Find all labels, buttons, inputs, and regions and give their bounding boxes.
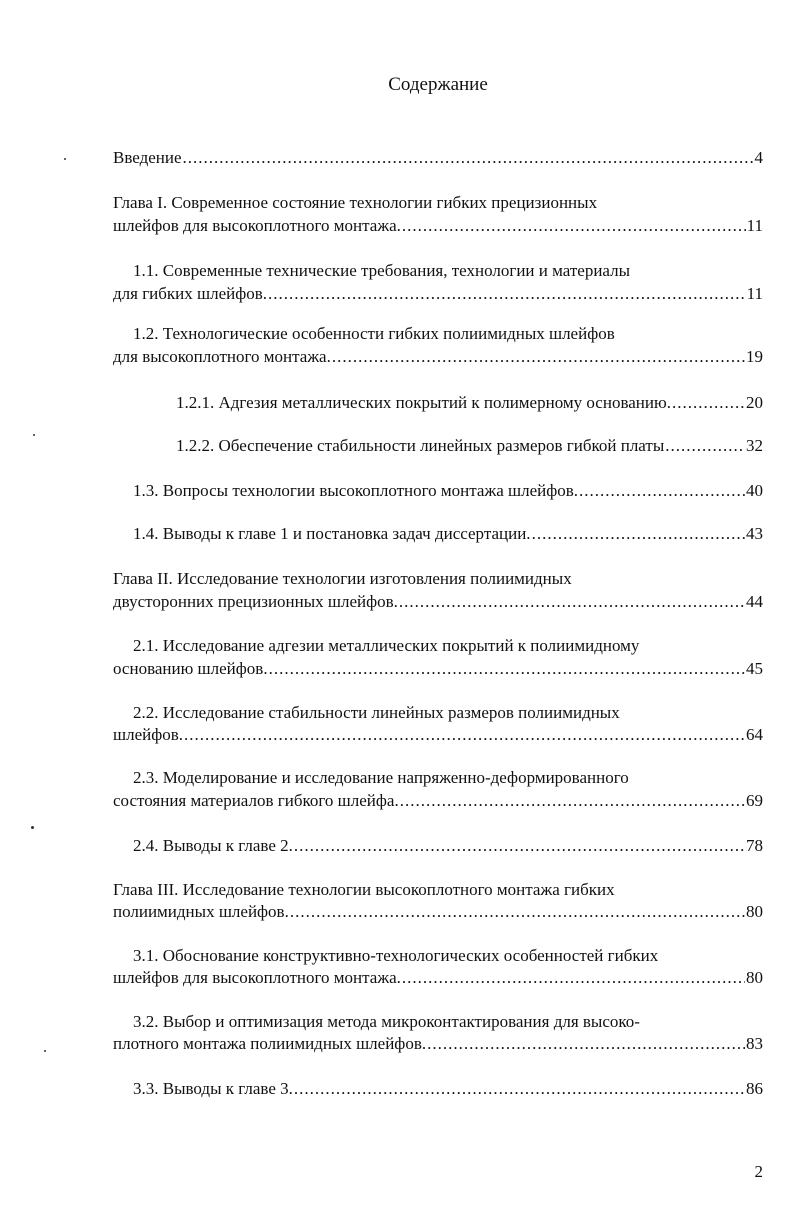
toc-entry-text: полиимидных шлейфов. xyxy=(113,902,289,921)
toc-entry-title-line: 3.1. Обоснование конструктивно-технологических особенностей гибких xyxy=(133,946,659,965)
toc-leader xyxy=(402,966,745,990)
toc-page-number: 11 xyxy=(746,216,763,235)
toc-entry-text: для гибких шлейфов. xyxy=(113,284,268,303)
toc-entry-title-line: Глава I. Современное состояние технологии гибких прецизионных xyxy=(113,193,598,212)
toc-page-number: 80 xyxy=(746,902,763,921)
toc-entry-section-1-1 xyxy=(113,282,763,306)
toc-page-number: 86 xyxy=(746,1079,763,1098)
toc-entry-text: шлейфов. xyxy=(113,725,184,744)
toc-page-number: 78 xyxy=(746,836,763,855)
toc-page-number: 64 xyxy=(746,725,763,744)
toc-entry-chapter-1 xyxy=(113,214,763,238)
page-number: 2 xyxy=(754,1162,763,1181)
toc-entry-title-line: Глава II. Исследование технологии изготовления полиимидных xyxy=(113,569,572,588)
toc-leader xyxy=(269,657,745,681)
toc-leader xyxy=(184,723,745,747)
toc-entry-section-2-4 xyxy=(133,834,763,858)
toc-entry-section-3-1 xyxy=(113,966,763,990)
toc-leader xyxy=(268,282,746,306)
scan-speck xyxy=(33,434,35,436)
toc-entry-chapter-2 xyxy=(113,590,763,614)
toc-entry-section-2-2 xyxy=(113,723,763,747)
toc-leader xyxy=(665,434,745,458)
toc-entry-title-line: 2.1. Исследование адгезии металлических покрытий к полиимидному xyxy=(133,636,640,655)
toc-page-number: 11 xyxy=(746,284,763,303)
toc-entry-text: 1.2.1. Адгезия металлических покрытий к полимерному основанию. xyxy=(176,393,671,412)
toc-entry-title-line: Глава III. Исследование технологии высокоплотного монтажа гибких xyxy=(113,880,615,899)
toc-leader xyxy=(400,789,745,813)
toc-page-number: 69 xyxy=(746,791,763,810)
toc-entry-title-line: 2.2. Исследование стабильности линейных размеров полиимидных xyxy=(133,703,620,722)
toc-entry-text: шлейфов для высокоплотного монтажа. xyxy=(113,968,401,987)
toc-leader xyxy=(332,345,745,369)
toc-page-number: 45 xyxy=(746,659,763,678)
toc-leader xyxy=(294,1077,745,1101)
toc-entry-chapter-3 xyxy=(113,900,763,924)
toc-entry-text: 1.2.2. Обеспечение стабильности линейных размеров гибкой платы xyxy=(176,436,665,455)
toc-leader xyxy=(290,900,745,924)
toc-entry-text: двусторонних прецизионных шлейфов. xyxy=(113,592,398,611)
toc-entry-section-1-2-2 xyxy=(176,434,763,458)
toc-entry-text: Введение xyxy=(113,148,182,167)
toc-page-number: 32 xyxy=(746,436,763,455)
toc-page-number: 19 xyxy=(746,347,763,366)
scan-speck xyxy=(31,826,34,829)
toc-entry-text: 1.4. Выводы к главе 1 и постановка задач диссертации. xyxy=(133,524,531,543)
toc-entry-text: 3.3. Выводы к главе 3. xyxy=(133,1079,293,1098)
toc-entry-title-line: 1.2. Технологические особенности гибких полиимидных шлейфов xyxy=(133,324,615,343)
toc-entry-text: 1.3. Вопросы технологии высокоплотного монтажа шлейфов. xyxy=(133,481,579,500)
toc-entry-text: основанию шлейфов. xyxy=(113,659,268,678)
toc-entry-section-1-2-1 xyxy=(176,391,763,415)
toc-entry-text: шлейфов для высокоплотного монтажа. xyxy=(113,216,401,235)
toc-entry-section-1-3 xyxy=(133,479,763,503)
scan-speck xyxy=(44,1050,46,1052)
toc-entry-title-line: 3.2. Выбор и оптимизация метода микроконтактирования для высоко- xyxy=(133,1012,640,1031)
toc-leader xyxy=(427,1032,745,1056)
toc-leader xyxy=(672,391,745,415)
toc-leader xyxy=(579,479,745,503)
toc-page-number: 40 xyxy=(746,481,763,500)
toc-entry-title-line: 2.3. Моделирование и исследование напряженно-деформированного xyxy=(133,768,629,787)
toc-page-number: 44 xyxy=(746,592,763,611)
toc-leader xyxy=(532,522,745,546)
toc-page-number: 20 xyxy=(746,393,763,412)
toc-leader xyxy=(294,834,745,858)
toc-entry-title-line: 1.1. Современные технические требования, технологии и материалы xyxy=(133,261,631,280)
toc-entry-section-2-1 xyxy=(113,657,763,681)
toc-entry-section-2-3 xyxy=(113,789,763,813)
toc-leader xyxy=(399,590,745,614)
toc-entry-section-1-4 xyxy=(133,522,763,546)
toc-page-number: 43 xyxy=(746,524,763,543)
toc-entry-section-1-2 xyxy=(113,345,763,369)
toc-leader xyxy=(402,214,746,238)
scan-speck xyxy=(64,158,66,160)
toc-leader xyxy=(183,146,754,170)
toc-entry-introduction xyxy=(113,146,763,170)
page-title: Содержание xyxy=(388,74,488,95)
toc-entry-text: состояния материалов гибкого шлейфа. xyxy=(113,791,399,810)
toc-page-number: 80 xyxy=(746,968,763,987)
toc-entry-text: 2.4. Выводы к главе 2. xyxy=(133,836,293,855)
toc-page-number: 4 xyxy=(754,148,763,167)
toc-entry-section-3-3 xyxy=(133,1077,763,1101)
toc-page-number: 83 xyxy=(746,1034,763,1053)
toc-entry-section-3-2 xyxy=(113,1032,763,1056)
toc-entry-text: плотного монтажа полиимидных шлейфов. xyxy=(113,1034,427,1053)
toc-entry-text: для высокоплотного монтажа. xyxy=(113,347,331,366)
